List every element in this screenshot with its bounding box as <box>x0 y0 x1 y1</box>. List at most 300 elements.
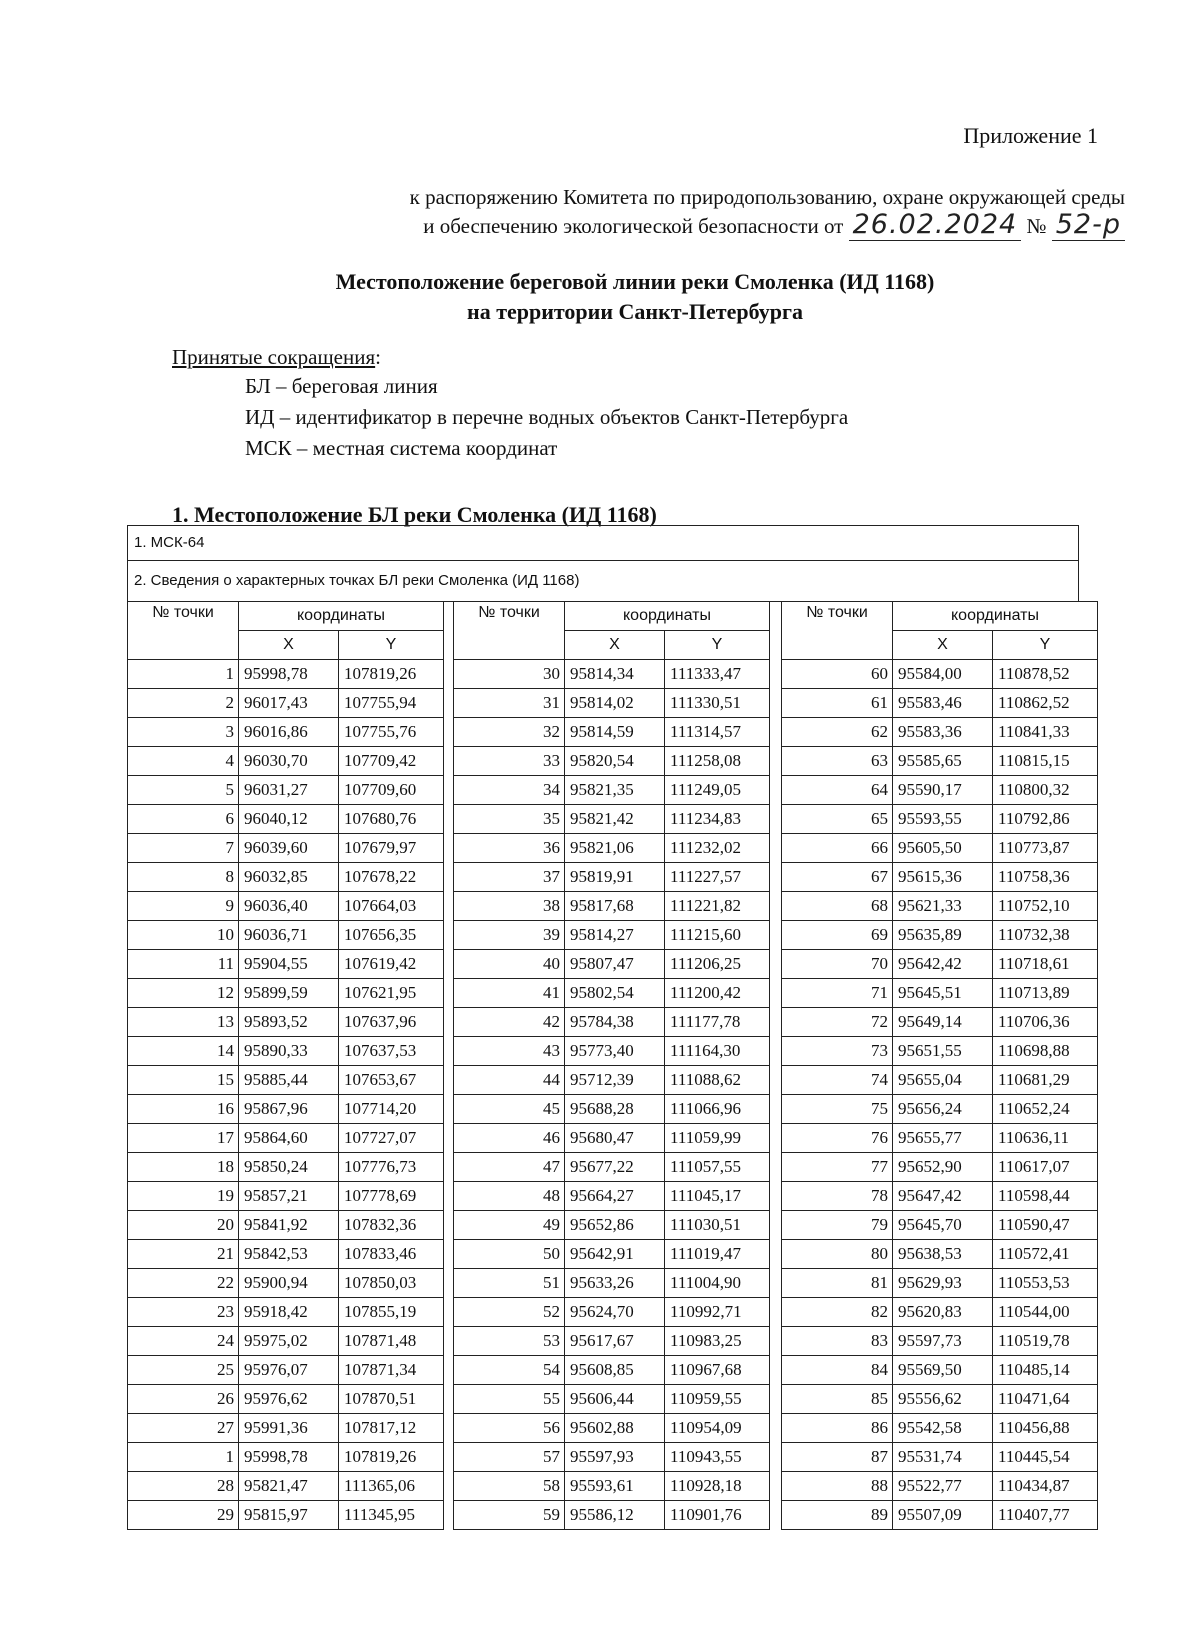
table-row <box>782 718 1098 747</box>
x-coordinate-cell: 95680,47 <box>565 1124 665 1153</box>
table-row <box>454 1037 770 1066</box>
point-number-cell: 2 <box>128 689 239 718</box>
table-row <box>782 805 1098 834</box>
point-number-cell: 24 <box>128 1327 239 1356</box>
y-coordinate-cell: 107819,26 <box>339 660 444 689</box>
x-coordinate-cell: 95617,67 <box>565 1327 665 1356</box>
x-coordinate-cell: 95864,60 <box>239 1124 339 1153</box>
x-coordinate-cell: 95842,53 <box>239 1240 339 1269</box>
y-coordinate-cell: 110706,36 <box>993 1008 1098 1037</box>
table-body <box>454 660 770 1530</box>
table-row <box>454 1356 770 1385</box>
table-row <box>782 834 1098 863</box>
y-coordinate-cell: 110434,87 <box>993 1472 1098 1501</box>
point-number-cell: 59 <box>454 1501 565 1530</box>
x-coordinate-cell: 95900,94 <box>239 1269 339 1298</box>
table-row <box>128 718 444 747</box>
x-coordinate-cell: 95918,42 <box>239 1298 339 1327</box>
table-row <box>782 660 1098 689</box>
y-coordinate-cell: 111066,96 <box>665 1095 770 1124</box>
point-number-cell: 75 <box>782 1095 893 1124</box>
x-coordinate-cell: 95817,68 <box>565 892 665 921</box>
y-coordinate-cell: 107755,94 <box>339 689 444 718</box>
table-row <box>782 776 1098 805</box>
x-coordinate-cell: 95608,85 <box>565 1356 665 1385</box>
point-number-cell: 51 <box>454 1269 565 1298</box>
table-row <box>782 1008 1098 1037</box>
table-row <box>454 1385 770 1414</box>
point-number-cell: 26 <box>128 1385 239 1414</box>
abbreviation-item: МСК – местная система координат <box>245 436 558 460</box>
x-coordinate-cell: 96039,60 <box>239 834 339 863</box>
y-coordinate-cell: 110792,86 <box>993 805 1098 834</box>
x-header: X <box>893 631 993 660</box>
y-coordinate-cell: 110758,36 <box>993 863 1098 892</box>
y-coordinate-cell: 111059,99 <box>665 1124 770 1153</box>
point-number-cell: 56 <box>454 1414 565 1443</box>
point-number-cell: 28 <box>128 1472 239 1501</box>
table-row <box>128 776 444 805</box>
x-coordinate-cell: 95677,22 <box>565 1153 665 1182</box>
table-row <box>454 1182 770 1211</box>
x-coordinate-cell: 95645,70 <box>893 1211 993 1240</box>
table-row <box>782 1327 1098 1356</box>
y-coordinate-cell: 107679,97 <box>339 834 444 863</box>
table-row <box>782 921 1098 950</box>
x-coordinate-cell: 95531,74 <box>893 1443 993 1472</box>
table-row <box>128 1153 444 1182</box>
point-number-cell: 39 <box>454 921 565 950</box>
point-number-cell: 38 <box>454 892 565 921</box>
x-coordinate-cell: 95556,62 <box>893 1385 993 1414</box>
x-coordinate-cell: 96030,70 <box>239 747 339 776</box>
x-coordinate-cell: 95507,09 <box>893 1501 993 1530</box>
x-coordinate-cell: 96040,12 <box>239 805 339 834</box>
point-number-cell: 3 <box>128 718 239 747</box>
abbreviations-heading-text: Принятые сокращения <box>172 345 376 369</box>
table-row <box>782 747 1098 776</box>
table-row <box>128 747 444 776</box>
table-row <box>782 1240 1098 1269</box>
x-coordinate-cell: 95605,50 <box>893 834 993 863</box>
point-number-cell: 74 <box>782 1066 893 1095</box>
y-coordinate-cell: 111206,25 <box>665 950 770 979</box>
y-coordinate-cell: 111232,02 <box>665 834 770 863</box>
point-number-cell: 46 <box>454 1124 565 1153</box>
y-coordinate-cell: 110407,77 <box>993 1501 1098 1530</box>
x-coordinate-cell: 95597,73 <box>893 1327 993 1356</box>
y-coordinate-cell: 110815,15 <box>993 747 1098 776</box>
x-coordinate-cell: 95814,02 <box>565 689 665 718</box>
y-coordinate-cell: 107817,12 <box>339 1414 444 1443</box>
table-row <box>128 1501 444 1530</box>
table-row <box>128 979 444 1008</box>
y-coordinate-cell: 110471,64 <box>993 1385 1098 1414</box>
y-coordinate-cell: 111234,83 <box>665 805 770 834</box>
x-coordinate-cell: 95593,55 <box>893 805 993 834</box>
point-number-cell: 17 <box>128 1124 239 1153</box>
x-coordinate-cell: 96031,27 <box>239 776 339 805</box>
y-coordinate-cell: 107664,03 <box>339 892 444 921</box>
table-row <box>454 1124 770 1153</box>
y-coordinate-cell: 107855,19 <box>339 1298 444 1327</box>
point-number-cell: 49 <box>454 1211 565 1240</box>
table-row <box>782 1385 1098 1414</box>
table-row <box>128 1356 444 1385</box>
x-coordinate-cell: 95712,39 <box>565 1066 665 1095</box>
abbreviations-heading <box>172 345 381 370</box>
point-number-cell: 23 <box>128 1298 239 1327</box>
y-coordinate-cell: 111004,90 <box>665 1269 770 1298</box>
table-row <box>454 1211 770 1240</box>
point-number-cell: 35 <box>454 805 565 834</box>
y-coordinate-cell: 107833,46 <box>339 1240 444 1269</box>
x-coordinate-cell: 95802,54 <box>565 979 665 1008</box>
table-row <box>128 921 444 950</box>
coordinates-table-1 <box>127 601 444 1530</box>
y-coordinate-cell: 111221,82 <box>665 892 770 921</box>
order-line-1: к распоряжению Комитета по природопользованию, охране окружающей среды <box>409 185 1125 209</box>
y-coordinate-cell: 111345,95 <box>339 1501 444 1530</box>
point-number-cell: 52 <box>454 1298 565 1327</box>
document-title <box>0 267 1200 327</box>
x-coordinate-cell: 95976,07 <box>239 1356 339 1385</box>
y-coordinate-cell: 107819,26 <box>339 1443 444 1472</box>
table-row <box>782 1269 1098 1298</box>
x-coordinate-cell: 95664,27 <box>565 1182 665 1211</box>
y-coordinate-cell: 107656,35 <box>339 921 444 950</box>
point-number-cell: 70 <box>782 950 893 979</box>
y-coordinate-cell: 110598,44 <box>993 1182 1098 1211</box>
x-coordinate-cell: 96036,71 <box>239 921 339 950</box>
y-coordinate-cell: 110862,52 <box>993 689 1098 718</box>
y-coordinate-cell: 110681,29 <box>993 1066 1098 1095</box>
y-coordinate-cell: 110928,18 <box>665 1472 770 1501</box>
point-number-cell: 62 <box>782 718 893 747</box>
point-number-cell: 19 <box>128 1182 239 1211</box>
table-row <box>128 1298 444 1327</box>
table-row <box>782 1037 1098 1066</box>
x-coordinate-cell: 95522,77 <box>893 1472 993 1501</box>
table-row <box>782 1298 1098 1327</box>
point-number-cell: 33 <box>454 747 565 776</box>
point-number-cell: 34 <box>454 776 565 805</box>
y-coordinate-cell: 110519,78 <box>993 1327 1098 1356</box>
x-coordinate-cell: 95633,26 <box>565 1269 665 1298</box>
x-coordinate-cell: 95819,91 <box>565 863 665 892</box>
y-coordinate-cell: 107727,07 <box>339 1124 444 1153</box>
table-row <box>454 776 770 805</box>
point-number-cell: 30 <box>454 660 565 689</box>
x-coordinate-cell: 95998,78 <box>239 1443 339 1472</box>
point-number-cell: 76 <box>782 1124 893 1153</box>
abbreviations-heading-colon: : <box>375 345 381 369</box>
point-number-cell: 57 <box>454 1443 565 1472</box>
table-row <box>128 1037 444 1066</box>
table-row <box>454 1095 770 1124</box>
x-coordinate-cell: 95642,42 <box>893 950 993 979</box>
point-number-cell: 82 <box>782 1298 893 1327</box>
y-coordinate-cell: 111365,06 <box>339 1472 444 1501</box>
section-title: 1. Местоположение БЛ реки Смоленка (ИД 1168) <box>172 502 657 527</box>
x-coordinate-cell: 95542,58 <box>893 1414 993 1443</box>
x-coordinate-cell: 95821,42 <box>565 805 665 834</box>
x-coordinate-cell: 95899,59 <box>239 979 339 1008</box>
y-coordinate-cell: 110718,61 <box>993 950 1098 979</box>
point-number-cell: 1 <box>128 1443 239 1472</box>
point-number-cell: 40 <box>454 950 565 979</box>
x-coordinate-cell: 95621,33 <box>893 892 993 921</box>
x-header: X <box>565 631 665 660</box>
x-coordinate-cell: 95814,59 <box>565 718 665 747</box>
x-coordinate-cell: 95821,06 <box>565 834 665 863</box>
x-coordinate-cell: 95976,62 <box>239 1385 339 1414</box>
table-row <box>454 805 770 834</box>
y-coordinate-cell: 110544,00 <box>993 1298 1098 1327</box>
coordinates-table-2 <box>453 601 770 1530</box>
coordinates-header: координаты <box>893 602 1098 631</box>
point-number-header: № точки <box>782 602 893 660</box>
y-coordinate-cell: 111330,51 <box>665 689 770 718</box>
y-coordinate-cell: 110713,89 <box>993 979 1098 1008</box>
y-header: Y <box>665 631 770 660</box>
table-row <box>454 1240 770 1269</box>
coordinates-header: координаты <box>239 602 444 631</box>
table-row <box>128 1385 444 1414</box>
point-number-cell: 5 <box>128 776 239 805</box>
x-coordinate-cell: 95624,70 <box>565 1298 665 1327</box>
y-coordinate-cell: 110572,41 <box>993 1240 1098 1269</box>
point-number-cell: 65 <box>782 805 893 834</box>
x-coordinate-cell: 95814,34 <box>565 660 665 689</box>
point-number-cell: 53 <box>454 1327 565 1356</box>
y-coordinate-cell: 107832,36 <box>339 1211 444 1240</box>
x-coordinate-cell: 95585,65 <box>893 747 993 776</box>
x-coordinate-cell: 95890,33 <box>239 1037 339 1066</box>
table-row <box>128 1414 444 1443</box>
x-coordinate-cell: 95998,78 <box>239 660 339 689</box>
point-number-cell: 84 <box>782 1356 893 1385</box>
x-coordinate-cell: 95606,44 <box>565 1385 665 1414</box>
y-coordinate-cell: 111258,08 <box>665 747 770 776</box>
table-row <box>454 1153 770 1182</box>
x-coordinate-cell: 95821,47 <box>239 1472 339 1501</box>
point-number-cell: 1 <box>128 660 239 689</box>
table-row <box>128 1472 444 1501</box>
x-coordinate-cell: 95655,04 <box>893 1066 993 1095</box>
y-coordinate-cell: 110959,55 <box>665 1385 770 1414</box>
x-coordinate-cell: 95820,54 <box>565 747 665 776</box>
point-number-cell: 78 <box>782 1182 893 1211</box>
table-row <box>454 747 770 776</box>
x-coordinate-cell: 95638,53 <box>893 1240 993 1269</box>
table-row <box>128 1066 444 1095</box>
y-coordinate-cell: 107755,76 <box>339 718 444 747</box>
y-coordinate-cell: 110954,09 <box>665 1414 770 1443</box>
point-number-cell: 43 <box>454 1037 565 1066</box>
table-body <box>782 660 1098 1530</box>
y-coordinate-cell: 107637,53 <box>339 1037 444 1066</box>
table-row <box>128 1240 444 1269</box>
x-coordinate-cell: 95602,88 <box>565 1414 665 1443</box>
table-row <box>782 1472 1098 1501</box>
x-coordinate-cell: 95635,89 <box>893 921 993 950</box>
table-row <box>454 1008 770 1037</box>
x-coordinate-cell: 95850,24 <box>239 1153 339 1182</box>
x-coordinate-cell: 96032,85 <box>239 863 339 892</box>
y-coordinate-cell: 110773,87 <box>993 834 1098 863</box>
y-coordinate-cell: 110445,54 <box>993 1443 1098 1472</box>
table-row <box>454 1472 770 1501</box>
point-number-cell: 73 <box>782 1037 893 1066</box>
y-coordinate-cell: 110983,25 <box>665 1327 770 1356</box>
y-coordinate-cell: 107709,42 <box>339 747 444 776</box>
y-coordinate-cell: 107871,34 <box>339 1356 444 1385</box>
x-coordinate-cell: 95857,21 <box>239 1182 339 1211</box>
table-row <box>454 1414 770 1443</box>
point-number-cell: 25 <box>128 1356 239 1385</box>
order-number: 52-р <box>1052 209 1125 241</box>
y-coordinate-cell: 110967,68 <box>665 1356 770 1385</box>
y-coordinate-cell: 110698,88 <box>993 1037 1098 1066</box>
abbreviation-item: ИД – идентификатор в перечне водных объектов Санкт-Петербурга <box>245 405 849 429</box>
table-row <box>454 689 770 718</box>
y-coordinate-cell: 110617,07 <box>993 1153 1098 1182</box>
y-coordinate-cell: 110878,52 <box>993 660 1098 689</box>
point-number-cell: 37 <box>454 863 565 892</box>
x-coordinate-cell: 95893,52 <box>239 1008 339 1037</box>
table-row <box>782 1182 1098 1211</box>
point-number-cell: 71 <box>782 979 893 1008</box>
x-coordinate-cell: 95655,77 <box>893 1124 993 1153</box>
x-coordinate-cell: 95597,93 <box>565 1443 665 1472</box>
point-number-cell: 20 <box>128 1211 239 1240</box>
point-number-cell: 14 <box>128 1037 239 1066</box>
table-row <box>128 892 444 921</box>
y-coordinate-cell: 111057,55 <box>665 1153 770 1182</box>
y-coordinate-cell: 107678,22 <box>339 863 444 892</box>
table-row <box>128 1124 444 1153</box>
order-line-2-prefix: и обеспечению экологической безопасности от <box>423 214 844 238</box>
table-row <box>128 1211 444 1240</box>
point-number-cell: 41 <box>454 979 565 1008</box>
point-number-cell: 31 <box>454 689 565 718</box>
order-reference <box>125 184 1125 240</box>
y-coordinate-cell: 110943,55 <box>665 1443 770 1472</box>
table-row <box>454 950 770 979</box>
table-row <box>782 1066 1098 1095</box>
y-coordinate-cell: 110992,71 <box>665 1298 770 1327</box>
x-coordinate-cell: 95583,46 <box>893 689 993 718</box>
y-coordinate-cell: 107619,42 <box>339 950 444 979</box>
point-number-cell: 79 <box>782 1211 893 1240</box>
point-number-cell: 47 <box>454 1153 565 1182</box>
point-number-cell: 69 <box>782 921 893 950</box>
x-coordinate-cell: 95584,00 <box>893 660 993 689</box>
table-row <box>128 660 444 689</box>
y-coordinate-cell: 111215,60 <box>665 921 770 950</box>
x-coordinate-cell: 95773,40 <box>565 1037 665 1066</box>
point-number-cell: 15 <box>128 1066 239 1095</box>
point-number-cell: 22 <box>128 1269 239 1298</box>
table-row <box>454 1269 770 1298</box>
point-number-cell: 44 <box>454 1066 565 1095</box>
point-number-cell: 11 <box>128 950 239 979</box>
table-row <box>454 863 770 892</box>
point-number-cell: 10 <box>128 921 239 950</box>
table-row <box>128 1095 444 1124</box>
y-header: Y <box>993 631 1098 660</box>
table-row <box>782 1356 1098 1385</box>
table-row <box>454 834 770 863</box>
y-coordinate-cell: 110800,32 <box>993 776 1098 805</box>
x-coordinate-cell: 95649,14 <box>893 1008 993 1037</box>
point-number-cell: 54 <box>454 1356 565 1385</box>
x-coordinate-cell: 95647,42 <box>893 1182 993 1211</box>
x-coordinate-cell: 95652,90 <box>893 1153 993 1182</box>
x-coordinate-cell: 95904,55 <box>239 950 339 979</box>
order-number-label: № <box>1026 214 1047 238</box>
table-row <box>128 805 444 834</box>
x-coordinate-cell: 96036,40 <box>239 892 339 921</box>
y-coordinate-cell: 107776,73 <box>339 1153 444 1182</box>
x-header: X <box>239 631 339 660</box>
y-coordinate-cell: 110732,38 <box>993 921 1098 950</box>
point-number-cell: 42 <box>454 1008 565 1037</box>
x-coordinate-cell: 95885,44 <box>239 1066 339 1095</box>
y-coordinate-cell: 110841,33 <box>993 718 1098 747</box>
y-coordinate-cell: 107709,60 <box>339 776 444 805</box>
point-number-cell: 6 <box>128 805 239 834</box>
table-row <box>454 718 770 747</box>
table-row <box>782 979 1098 1008</box>
table-row <box>128 1269 444 1298</box>
y-coordinate-cell: 110652,24 <box>993 1095 1098 1124</box>
x-coordinate-cell: 95620,83 <box>893 1298 993 1327</box>
x-coordinate-cell: 95642,91 <box>565 1240 665 1269</box>
point-number-cell: 27 <box>128 1414 239 1443</box>
y-coordinate-cell: 107714,20 <box>339 1095 444 1124</box>
table-row <box>454 1327 770 1356</box>
x-coordinate-cell: 95688,28 <box>565 1095 665 1124</box>
y-coordinate-cell: 110636,11 <box>993 1124 1098 1153</box>
point-number-cell: 7 <box>128 834 239 863</box>
point-number-cell: 81 <box>782 1269 893 1298</box>
x-coordinate-cell: 95975,02 <box>239 1327 339 1356</box>
x-coordinate-cell: 95784,38 <box>565 1008 665 1037</box>
y-coordinate-cell: 110485,14 <box>993 1356 1098 1385</box>
point-number-cell: 80 <box>782 1240 893 1269</box>
coordinates-header: координаты <box>565 602 770 631</box>
table-row <box>782 1124 1098 1153</box>
y-coordinate-cell: 107778,69 <box>339 1182 444 1211</box>
table-row <box>128 689 444 718</box>
x-coordinate-cell: 95590,17 <box>893 776 993 805</box>
x-coordinate-cell: 95814,27 <box>565 921 665 950</box>
point-number-header: № точки <box>454 602 565 660</box>
point-number-cell: 89 <box>782 1501 893 1530</box>
y-coordinate-cell: 111314,57 <box>665 718 770 747</box>
table-row <box>782 1501 1098 1530</box>
table-row <box>454 979 770 1008</box>
x-coordinate-cell: 95651,55 <box>893 1037 993 1066</box>
table-row <box>128 950 444 979</box>
point-number-cell: 18 <box>128 1153 239 1182</box>
table-row <box>782 950 1098 979</box>
y-coordinate-cell: 111177,78 <box>665 1008 770 1037</box>
section-frame <box>127 525 1079 602</box>
y-coordinate-cell: 107870,51 <box>339 1385 444 1414</box>
